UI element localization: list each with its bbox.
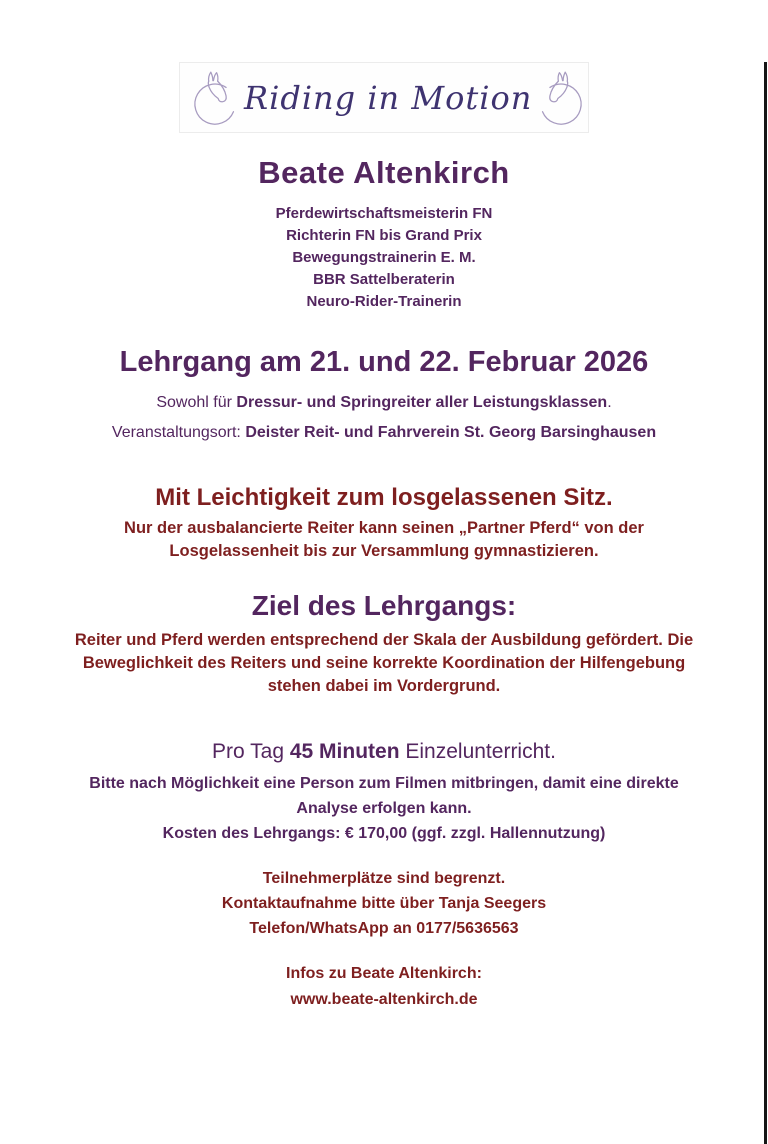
venue-name: Deister Reit- und Fahrverein St. Georg Barsinghausen: [245, 424, 657, 441]
info-label: Infos zu Beate Altenkirch:: [286, 965, 482, 982]
horse-head-right-icon: [532, 67, 590, 129]
lesson-duration: 45 Minuten: [289, 740, 400, 763]
filming-note: [64, 771, 704, 846]
lesson-prefix: Pro Tag: [212, 740, 290, 763]
audience-bold: Dressur- und Springreiter aller Leistungsklassen: [236, 394, 608, 411]
filming-text: Bitte nach Möglichkeit eine Person zum Filmen mitbringen, damit eine direkte Analyse erfolgen kann.: [89, 775, 679, 817]
credential-line: Bewegungstrainerin E. M.: [292, 249, 476, 266]
horse-head-left-icon: [186, 67, 244, 129]
credentials-list: [0, 203, 768, 313]
footer-block: [0, 961, 768, 1013]
lesson-suffix: Einzelunterricht.: [399, 740, 556, 763]
audience-prefix: Sowohl für: [156, 394, 237, 411]
motto-subline: Nur der ausbalancierte Reiter kann seinen „Partner Pferd“ von der Losgelassenheit bis zur Versammlung gymnastizieren.: [124, 519, 644, 560]
credential-line: Pferdewirtschaftsmeisterin FN: [275, 205, 493, 222]
phone-line: Telefon/WhatsApp an 0177/5636563: [249, 920, 519, 937]
audience-line: [0, 394, 768, 412]
contact-person-line: Kontaktaufnahme bitte über Tanja Seegers: [221, 895, 547, 912]
trainer-name: Beate Altenkirch: [258, 155, 510, 190]
credential-line: BBR Sattelberaterin: [313, 271, 455, 288]
event-title: Lehrgang am 21. und 22. Februar 2026: [119, 346, 649, 378]
motto-headline: Mit Leichtigkeit zum losgelassenen Sitz.: [155, 484, 613, 511]
contact-block: [0, 866, 768, 941]
credential-line: Richterin FN bis Grand Prix: [286, 227, 482, 244]
limited-places-line: Teilnehmerplätze sind begrenzt.: [262, 870, 506, 887]
audience-suffix: .: [607, 394, 612, 411]
flyer-page: [0, 62, 768, 1144]
goal-heading: Ziel des Lehrgangs:: [251, 590, 517, 621]
logo-banner: [179, 62, 589, 133]
website-url: www.beate-altenkirch.de: [290, 991, 478, 1008]
cost-line: Kosten des Lehrgangs: € 170,00 (ggf. zzgl. Hallennutzung): [162, 825, 606, 842]
lesson-line: [0, 740, 768, 764]
logo-text: Riding in Motion: [244, 78, 533, 117]
credential-line: Neuro-Rider-Trainerin: [306, 293, 462, 310]
venue-label: Veranstaltungsort:: [111, 424, 246, 441]
goal-body: Reiter und Pferd werden entsprechend der Skala der Ausbildung gefördert. Die Beweglichkeit des Reiters und seine korrekte Koordination der Hilfengebung stehen dabei im Vordergrund.: [74, 631, 694, 695]
venue-line: [0, 424, 768, 442]
page-right-edge-line: [764, 62, 767, 1144]
